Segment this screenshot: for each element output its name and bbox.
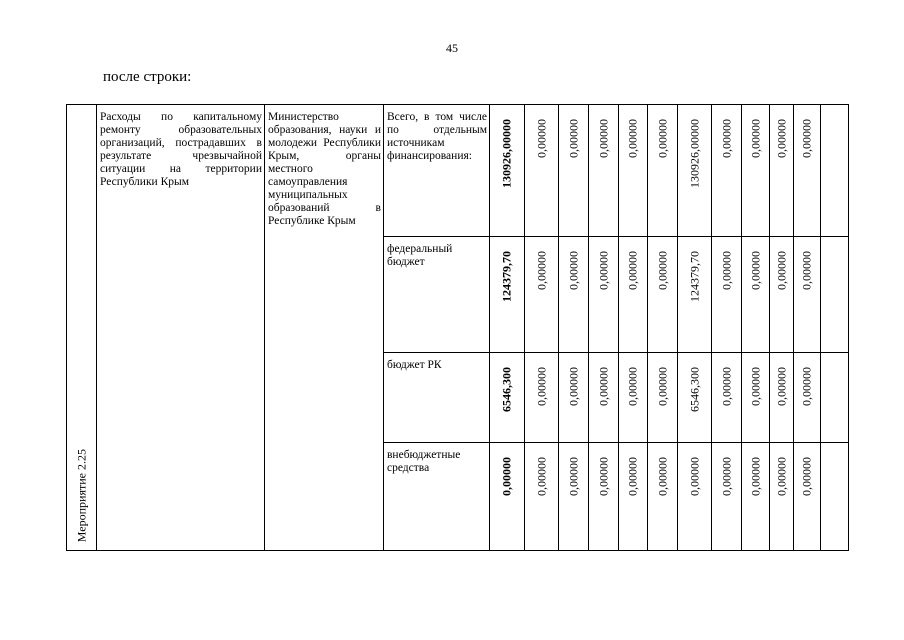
value-cell-total — [490, 442, 525, 550]
page-number: 45 — [446, 41, 458, 55]
value-cell — [712, 442, 742, 550]
value-cell — [712, 352, 742, 442]
value-cell — [794, 237, 821, 352]
value-text: 0,00000 — [534, 251, 548, 291]
value-text: 0,00000 — [719, 251, 733, 291]
value-cell — [742, 352, 770, 442]
value-text: 0,00000 — [534, 366, 548, 406]
value-cell-total — [490, 352, 525, 442]
value-text: 0,00000 — [774, 251, 788, 291]
value-text: 0,00000 — [566, 366, 580, 406]
value-text: 0,00000 — [719, 366, 733, 406]
value-text: 0,00000 — [748, 251, 762, 291]
empty-cell — [821, 105, 849, 237]
value-cell — [559, 352, 589, 442]
value-text: 0,00000 — [499, 456, 514, 496]
value-text: 0,00000 — [774, 366, 788, 406]
value-cell — [619, 352, 648, 442]
value-text: 0,00000 — [625, 366, 640, 406]
value-text: 0,00000 — [596, 456, 610, 496]
value-cell — [525, 352, 559, 442]
value-text: 0,00000 — [625, 251, 640, 291]
value-cell — [525, 237, 559, 352]
value-text: 0,00000 — [625, 119, 640, 158]
intro-text: после строки: — [103, 69, 192, 85]
value-text: 124379,70 — [687, 251, 701, 303]
value-cell — [678, 442, 712, 550]
value-cell — [589, 237, 619, 352]
value-text: 0,00000 — [625, 456, 640, 496]
value-text: 0,00000 — [655, 456, 669, 496]
value-text: 0,00000 — [719, 456, 733, 496]
value-text: 6546,300 — [687, 366, 701, 412]
value-cell — [712, 237, 742, 352]
empty-cell — [821, 352, 849, 442]
value-cell — [559, 237, 589, 352]
value-cell — [648, 442, 678, 550]
value-text: 0,00000 — [596, 366, 610, 406]
value-cell — [678, 105, 712, 237]
description-cell: Расходы по капитальному ремонту образовательных организаций, пострадавших в результате чрезвычайной ситуации на территории Республики Крым — [97, 105, 265, 551]
value-text: 0,00000 — [566, 119, 580, 158]
value-cell — [589, 352, 619, 442]
value-cell — [619, 237, 648, 352]
value-cell — [648, 352, 678, 442]
value-cell-total — [490, 105, 525, 237]
source-cell: внебюджетные средства — [384, 442, 490, 550]
value-text: 0,00000 — [748, 456, 762, 496]
source-cell: федеральный бюджет — [384, 237, 490, 352]
value-text: 0,00000 — [596, 119, 610, 158]
value-text: 0,00000 — [719, 119, 733, 158]
value-cell — [589, 442, 619, 550]
value-cell — [525, 105, 559, 237]
value-text: 0,00000 — [799, 366, 814, 406]
empty-cell — [821, 442, 849, 550]
value-cell — [794, 105, 821, 237]
value-text: 0,00000 — [774, 456, 788, 496]
value-cell — [678, 352, 712, 442]
value-cell — [619, 105, 648, 237]
value-text: 0,00000 — [596, 251, 610, 291]
value-text: 0,00000 — [655, 119, 669, 158]
value-text: 0,00000 — [655, 366, 669, 406]
value-cell — [794, 352, 821, 442]
value-cell — [678, 237, 712, 352]
value-text: 0,00000 — [534, 119, 548, 158]
value-text: 130926,00000 — [499, 119, 514, 188]
table-row — [67, 105, 849, 237]
value-cell — [770, 105, 794, 237]
value-cell — [794, 442, 821, 550]
value-text: 0,00000 — [799, 251, 814, 291]
value-cell — [559, 105, 589, 237]
value-text: 6546,300 — [499, 366, 514, 412]
value-text: 130926,00000 — [687, 119, 701, 188]
value-cell — [770, 442, 794, 550]
value-text: 0,00000 — [655, 251, 669, 291]
value-cell — [559, 442, 589, 550]
value-text: 0,00000 — [687, 456, 701, 496]
value-cell — [648, 105, 678, 237]
value-text: 0,00000 — [774, 119, 788, 158]
source-cell: бюджет РК — [384, 352, 490, 442]
value-cell — [742, 442, 770, 550]
value-text: 0,00000 — [799, 119, 814, 158]
value-cell — [648, 237, 678, 352]
value-cell — [770, 352, 794, 442]
value-text: 0,00000 — [799, 456, 814, 496]
value-text: 0,00000 — [566, 251, 580, 291]
budget-table — [66, 104, 849, 551]
executor-cell: Министерство образования, науки и молодежи Республики Крым, органы местного самоуправления муниципальных образований в Республике Крым — [265, 105, 384, 551]
value-text: 0,00000 — [566, 456, 580, 496]
event-label: Мероприятие 2.25 — [74, 448, 88, 542]
event-cell — [67, 105, 97, 551]
value-text: 0,00000 — [748, 366, 762, 406]
value-cell — [525, 442, 559, 550]
value-text: 124379,70 — [499, 251, 514, 303]
value-cell — [770, 237, 794, 352]
value-text: 0,00000 — [748, 119, 762, 158]
value-cell-total — [490, 237, 525, 352]
value-cell — [742, 237, 770, 352]
empty-cell — [821, 237, 849, 352]
value-cell — [712, 105, 742, 237]
value-cell — [742, 105, 770, 237]
value-cell — [589, 105, 619, 237]
value-cell — [619, 442, 648, 550]
source-cell: Всего, в том числе по отдельным источникам финансирования: — [384, 105, 490, 237]
value-text: 0,00000 — [534, 456, 548, 496]
